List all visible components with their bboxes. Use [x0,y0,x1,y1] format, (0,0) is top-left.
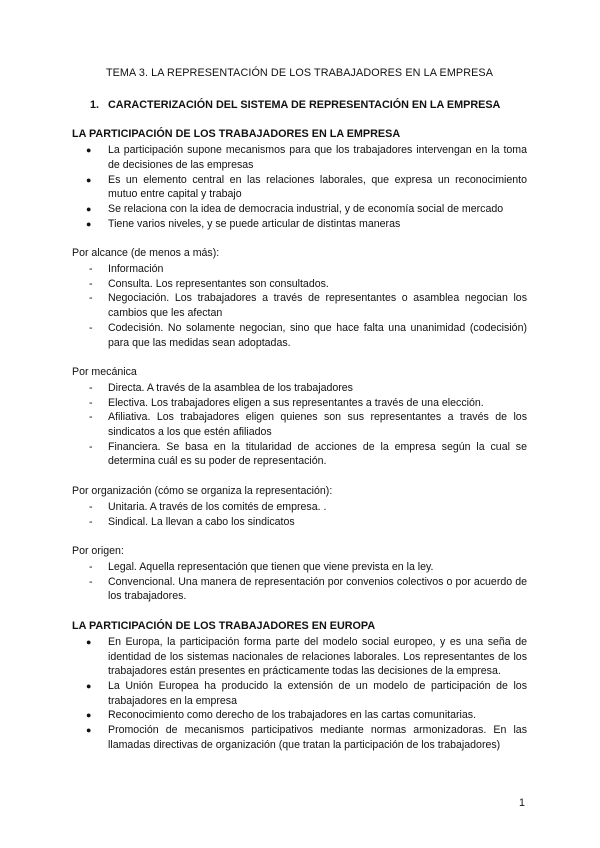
alcance-list [72,262,527,350]
dash-marker: - [89,381,93,394]
bullet-marker: ● [86,710,92,721]
bullet-marker: ● [86,174,92,185]
list-item: - Unitaria. A través de los comités de empresa. . [89,500,327,513]
alcance-label: Por alcance (de menos a más): [72,247,220,260]
section-number: 1. [90,98,100,111]
bullet-marker: ● [86,218,92,229]
section-title: CARACTERIZACIÓN DEL SISTEMA DE REPRESENTACIÓN EN LA EMPRESA [108,98,501,111]
document-title: TEMA 3. LA REPRESENTACIÓN DE LOS TRABAJADORES EN LA EMPRESA [105,67,494,79]
bullet-marker: ● [86,636,92,647]
dash-marker: - [89,321,93,334]
mecanica-label: Por mecánica [72,366,137,379]
list-item: ● Es un elemento central en las relaciones laborales, que expresa un reconocimiento mutuo entre capital y trabajo [86,173,527,201]
list-item: - Legal. Aquella representación que tienen que viene prevista en la ley. [89,560,434,573]
participation-company-heading: LA PARTICIPACIÓN DE LOS TRABAJADORES EN LA EMPRESA [72,128,401,141]
document-page [72,66,527,752]
dash-marker: - [89,515,93,528]
origen-list [72,560,527,604]
list-item: - Información [89,263,164,276]
bullet-marker: ● [86,203,92,214]
list-item: ● Promoción de mecanismos participativos mediante normas armonizadoras. En las llamadas directivas de organización (que tratan la participación de los trabajadores) [86,724,527,751]
bullet-marker: ● [86,725,92,736]
dash-marker: - [89,411,93,424]
list-item: ● La Unión Europea ha producido la extensión de un modelo de participación de los trabajadores en la empresa [86,679,527,707]
mecanica-list [72,381,527,469]
dash-marker: - [89,292,93,305]
bullet-marker: ● [86,145,92,156]
list-item: - Negociación. Los trabajadores a través de representantes o asamblea negocian los cambios que les afectan [89,292,527,320]
list-item: - Electiva. Los trabajadores eligen a sus representantes a través de una elección. [89,396,484,409]
organizacion-list [72,500,527,529]
dash-marker: - [89,396,93,409]
dash-marker: - [89,440,93,453]
list-item: ● La participación supone mecanismos para que los trabajadores intervengan en la toma de decisiones de las empresas [86,144,527,171]
organizacion-label: Por organización (cómo se organiza la representación): [72,485,333,498]
participation-europe-heading: LA PARTICIPACIÓN DE LOS TRABAJADORES EN EUROPA [72,620,376,633]
list-item: ● Reconocimiento como derecho de los trabajadores en las cartas comunitarias. [86,709,477,722]
participation-europe-list [72,635,527,753]
list-item: - Afiliativa. Los trabajadores eligen quienes son sus representantes a través de los sindicatos a los que estén afiliados [89,411,527,439]
list-item: - Consulta. Los representantes son consultados. [89,277,329,290]
list-item: ● En Europa, la participación forma parte del modelo social europeo, y es una seña de identidad de los sistemas nacionales de relaciones laborales. Los representantes de los trabajadores están presentes en prácticamente todas las decisiones de la empresa. [86,635,527,678]
bullet-marker: ● [86,680,92,691]
list-item: - Sindical. La llevan a cabo los sindicatos [89,515,295,528]
dash-marker: - [89,500,93,513]
section-heading-1 [72,98,527,113]
dash-marker: - [89,277,93,290]
list-item: - Codecisión. No solamente negocian, sino que hace falta una unanimidad (codecisión) para que las medidas sean adoptadas. [89,321,527,349]
dash-marker: - [89,560,93,573]
origen-label: Por origen: [72,545,124,558]
page-number: 1 [519,797,525,809]
dash-marker: - [89,575,93,588]
list-item: ● Se relaciona con la idea de democracia industrial, y de economía social de mercado [86,202,504,215]
dash-marker: - [89,263,93,276]
list-item: - Financiera. Se basa en la titularidad de acciones de la empresa según la cual se determina cuál es su poder de representación. [89,440,527,468]
list-item: - Directa. A través de la asamblea de los trabajadores [89,381,353,394]
participation-company-list [72,143,527,231]
list-item: ● Tiene varios niveles, y se puede articular de distintas maneras [86,217,401,230]
list-item: - Convencional. Una manera de representación por convenios colectivos o por acuerdo de los trabajadores. [89,575,527,603]
